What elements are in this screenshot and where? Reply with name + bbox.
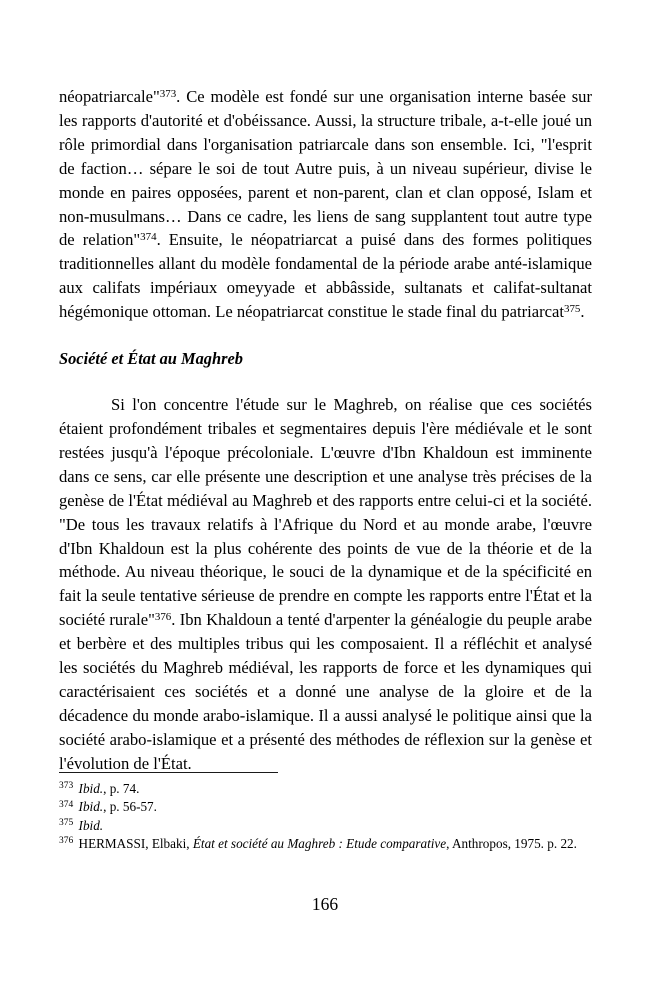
footnote-item <box>59 835 592 853</box>
text-run: Si l'on concentre l'étude sur le Maghreb, on réalise que ces sociétés étaient profondément tribales et segmentaires depuis l'ère médiévale et le sont restées jusqu'à l'époque précoloniale. L'œuvre d'Ibn Khaldoun est imminente dans ce sens, car elle présente une description et une analyse très précises de la genèse de l'État médiéval au Maghreb et des rapports entre celui-ci et la société. "De tous les travaux relatifs à l'Afrique du Nord et au monde arabe, l'œuvre d'Ibn Khaldoun est la plus cohérente des points de vue de la théorie et de la méthode. Au niveau théorique, le souci de la dynamique et de la spécificité en fait la seule tentative sérieuse de prendre en compte les rapports entre l'État et la société rurale" <box>59 395 592 630</box>
footnote-separator-rule <box>59 772 278 773</box>
footnote-marker-373[interactable]: 373 <box>59 781 74 792</box>
footnote-reference-376[interactable]: 376 <box>154 611 172 624</box>
footnote-marker-376[interactable]: 376 <box>59 836 74 847</box>
footnote-item <box>59 780 592 798</box>
footnote-list <box>59 780 592 854</box>
section-heading: Société et État au Maghreb <box>59 349 243 369</box>
page-body-content <box>59 85 592 776</box>
text-run: , p. 56-57. <box>103 799 157 815</box>
footnote-marker-374[interactable]: 374 <box>59 799 74 810</box>
italic-text: Ibid. <box>78 817 104 833</box>
text-run: . Ce modèle est fondé sur une organisation interne basée sur les rapports d'autorité et d'obéissance. Aussi, la structure tribale, a-t-elle joué un rôle primordial dans l'organisation patriarcale dans son ensemble. Ici, "l'esprit de faction… sépare le soi de tout Autre puis, à un niveau supérieur, divise le monde en paires opposées, parent et non-parent, clan et clan opposé, Islam et non-musulmans… Dans ce cadre, les liens de sang supplantent tout autre type de relation" <box>59 87 592 250</box>
page-number: 166 <box>311 894 339 914</box>
footnote-marker-375[interactable]: 375 <box>59 818 74 829</box>
footnote-item <box>59 817 592 835</box>
footnote-reference-373[interactable]: 373 <box>159 87 177 100</box>
text-run: . Ensuite, le néopatriarcat a puisé dans des formes politiques traditionnelles allant du modèle fondamental de la période arabe anté-islamique aux califats impériaux omeyyade et abbâsside, sultanats et califat-sultanat hégémonique ottoman. Le néopatriarcat constitue le stade final du patriarcat <box>59 230 592 322</box>
italic-text: Ibid. <box>78 781 104 796</box>
footnote-block <box>59 772 592 854</box>
footnote-reference-375[interactable]: 375 <box>563 303 581 316</box>
text-run: HERMASSI, Elbaki, <box>78 836 193 852</box>
body-paragraph-1 <box>59 85 592 324</box>
footnote-reference-374[interactable]: 374 <box>140 231 157 244</box>
text-run: . Ibn Khaldoun a tenté d'arpenter la généalogie du peuple arabe et berbère et des multiples tribus qui les composaient. Il a réfléchit et analysé les sociétés du Maghreb médiéval, les rapports de force et les dynamiques qui caractérisaient ces sociétés et a donné une analyse de la gloire et de la décadence du monde arabo-islamique. Il a aussi analysé le politique ainsi que la société arabo-islamique et a présenté des méthodes de réflexion sur la genèse et l'évolution de l'État. <box>59 610 592 773</box>
italic-text: Ibid. <box>78 799 104 815</box>
spacer-after-heading <box>59 371 592 393</box>
italic-text: État et société au Maghreb : Etude comparative <box>192 836 447 852</box>
text-run: . <box>580 302 585 322</box>
spacer-before-heading <box>59 324 592 347</box>
text-run: , p. 74. <box>103 781 140 796</box>
text-run: néopatriarcale" <box>59 87 160 106</box>
body-paragraph-2 <box>59 393 592 776</box>
footnote-item <box>59 798 592 816</box>
text-run: , Anthropos, 1975. p. 22. <box>446 836 577 852</box>
